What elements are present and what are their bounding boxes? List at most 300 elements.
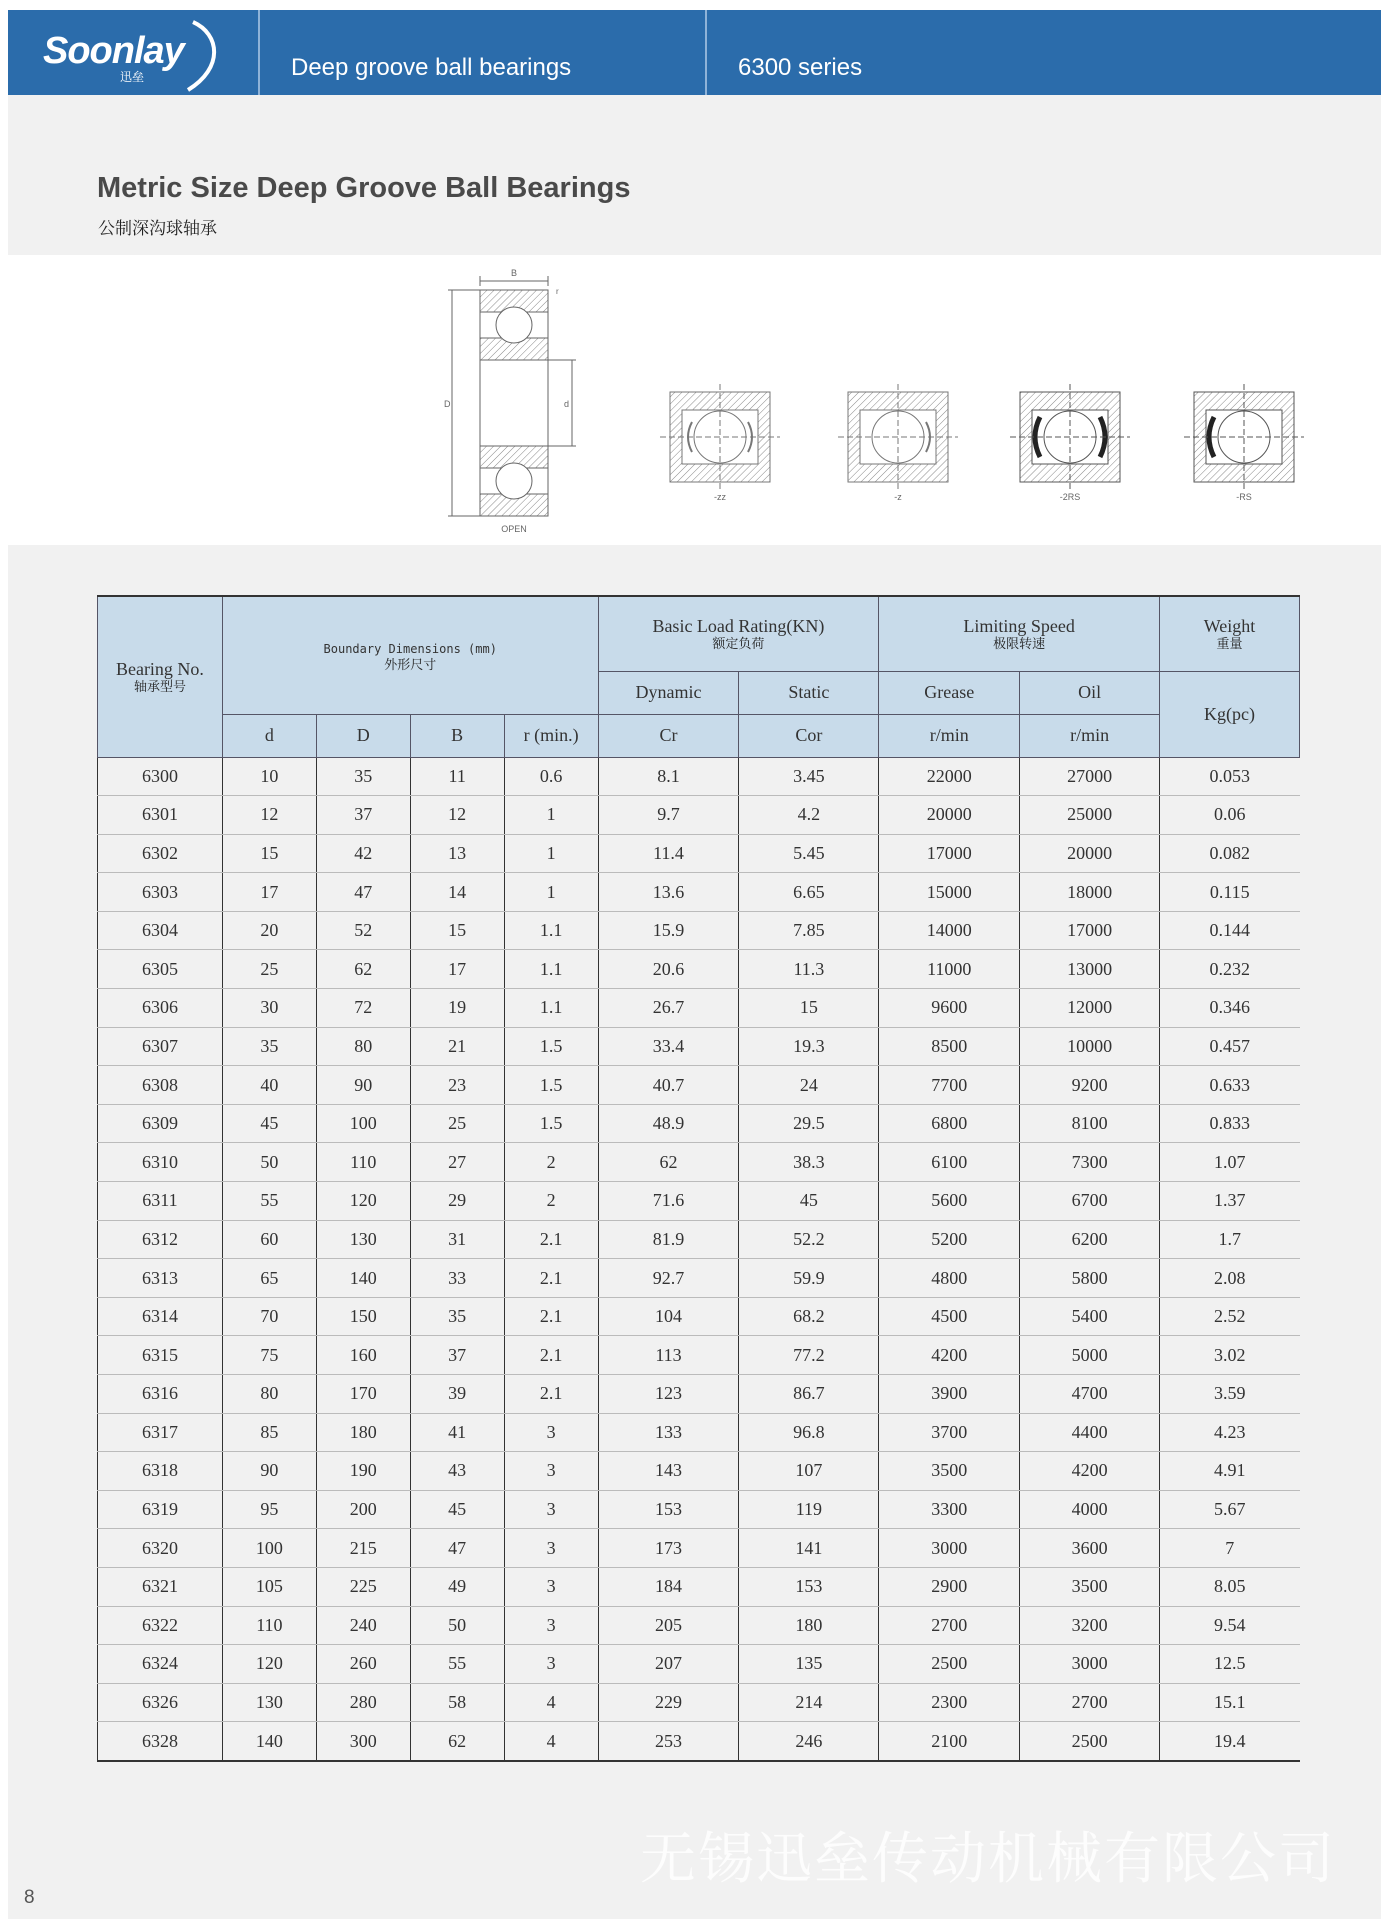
table-cell: 5600 [879,1182,1020,1221]
table-cell: 50 [222,1143,316,1182]
table-cell: 6312 [98,1220,223,1259]
table-cell: 95 [222,1490,316,1529]
table-cell: 19.4 [1160,1722,1300,1761]
table-cell: 41 [410,1413,504,1452]
table-cell: 153 [739,1567,879,1606]
table-cell: 240 [316,1606,410,1645]
table-cell: 5.67 [1160,1490,1300,1529]
table-cell: 3 [504,1529,598,1568]
table-cell: 27000 [1020,757,1160,796]
table-cell: 141 [739,1529,879,1568]
table-cell: 12000 [1020,989,1160,1028]
table-cell: 3.02 [1160,1336,1300,1375]
header-boundary [222,596,598,714]
table-cell: 25 [222,950,316,989]
table-cell: 12 [222,796,316,835]
table-cell: 47 [316,873,410,912]
table-cell: 6306 [98,989,223,1028]
table-cell: 12.5 [1160,1645,1300,1684]
page-title: Metric Size Deep Groove Ball Bearings [97,172,631,204]
table-cell: 15 [410,911,504,950]
company-logo [8,10,258,95]
table-cell: 4 [504,1722,598,1761]
table-cell: 20000 [1020,834,1160,873]
table-cell: 4500 [879,1297,1020,1336]
company-watermark: 无锡迅垒传动机械有限公司 [640,1827,1336,1892]
table-cell: 62 [316,950,410,989]
table-cell: 7700 [879,1066,1020,1105]
table-cell: 3 [504,1452,598,1491]
header-series: 6300 series [738,54,863,81]
table-cell: 6100 [879,1143,1020,1182]
table-cell: 6300 [98,757,223,796]
table-cell: 6304 [98,911,223,950]
table-cell: 2700 [879,1606,1020,1645]
header-boundary-label: Boundary Dimensions (mm) [323,642,497,657]
table-cell: 1.1 [504,950,598,989]
header-load-cn: 额定负荷 [712,635,765,651]
table-cell: 120 [316,1182,410,1221]
table-cell: 130 [222,1683,316,1722]
table-row [98,1104,1300,1143]
table-cell: 4000 [1020,1490,1160,1529]
table-row [98,911,1300,950]
table-cell: 48.9 [598,1104,739,1143]
header-dynamic: Dynamic [598,671,739,714]
table-cell: 24 [739,1066,879,1105]
header-B: B [410,714,504,757]
variant-label: -zz [714,492,726,502]
table-cell: 4400 [1020,1413,1160,1452]
table-cell: 253 [598,1722,739,1761]
bearing-diagram [430,262,1310,537]
table-cell: 173 [598,1529,739,1568]
table-cell: 6324 [98,1645,223,1684]
table-cell: 7300 [1020,1143,1160,1182]
table-cell: 280 [316,1683,410,1722]
table-cell: 45 [739,1182,879,1221]
table-cell: 246 [739,1722,879,1761]
table-cell: 18000 [1020,873,1160,912]
table-cell: 130 [316,1220,410,1259]
table-cell: 10 [222,757,316,796]
table-cell: 6.65 [739,873,879,912]
table-cell: 26.7 [598,989,739,1028]
table-row [98,1413,1300,1452]
table-cell: 23 [410,1066,504,1105]
table-cell: 0.457 [1160,1027,1300,1066]
bearing-rs-section [1184,384,1304,490]
header-d: d [222,714,316,757]
table-cell: 1 [504,873,598,912]
table-cell: 29.5 [739,1104,879,1143]
table-cell: 9200 [1020,1066,1160,1105]
table-row [98,1529,1300,1568]
logo-text: Soonlay [43,30,184,72]
table-cell: 68.2 [739,1297,879,1336]
table-row [98,1567,1300,1606]
table-cell: 110 [222,1606,316,1645]
dim-D-label: D [444,399,451,409]
table-cell: 6328 [98,1722,223,1761]
header-weight [1160,596,1300,671]
bearing-z-section [838,384,958,490]
table-cell: 65 [222,1259,316,1298]
table-cell: 135 [739,1645,879,1684]
table-row [98,1259,1300,1298]
header-weight-label: Weight [1203,615,1256,636]
table-body [98,757,1300,1761]
header-product: Deep groove ball bearings [291,54,572,81]
table-cell: 3900 [879,1375,1020,1414]
table-cell: 6320 [98,1529,223,1568]
table-cell: 229 [598,1683,739,1722]
table-cell: 200 [316,1490,410,1529]
table-cell: 6317 [98,1413,223,1452]
table-cell: 6800 [879,1104,1020,1143]
table-cell: 6314 [98,1297,223,1336]
table-cell: 40.7 [598,1066,739,1105]
table-cell: 71.6 [598,1182,739,1221]
table-cell: 90 [316,1066,410,1105]
table-cell: 5800 [1020,1259,1160,1298]
table-cell: 140 [222,1722,316,1761]
page-subtitle: 公制深沟球轴承 [98,219,217,238]
table-cell: 8100 [1020,1104,1160,1143]
table-cell: 205 [598,1606,739,1645]
table-row [98,989,1300,1028]
table-cell: 39 [410,1375,504,1414]
table-cell: 3600 [1020,1529,1160,1568]
table-cell: 1.07 [1160,1143,1300,1182]
table-cell: 143 [598,1452,739,1491]
table-cell: 8.05 [1160,1567,1300,1606]
table-cell: 9.7 [598,796,739,835]
header-speed-cn: 极限转速 [993,635,1046,651]
table-cell: 10000 [1020,1027,1160,1066]
table-cell: 7 [1160,1529,1300,1568]
table-cell: 15000 [879,873,1020,912]
table-cell: 0.346 [1160,989,1300,1028]
header-cor: Cor [739,714,879,757]
table-cell: 214 [739,1683,879,1722]
table-cell: 225 [316,1567,410,1606]
table-cell: 77.2 [739,1336,879,1375]
table-cell: 15 [222,834,316,873]
table-cell: 3300 [879,1490,1020,1529]
table-cell: 86.7 [739,1375,879,1414]
table-cell: 2500 [879,1645,1020,1684]
table-cell: 40 [222,1066,316,1105]
table-cell: 6301 [98,796,223,835]
header-speed-label: Limiting Speed [963,615,1075,636]
table-cell: 190 [316,1452,410,1491]
table-cell: 207 [598,1645,739,1684]
table-cell: 6321 [98,1567,223,1606]
table-cell: 9.54 [1160,1606,1300,1645]
table-cell: 6322 [98,1606,223,1645]
table-cell: 3 [504,1606,598,1645]
table-cell: 52 [316,911,410,950]
table-cell: 300 [316,1722,410,1761]
header-bearing-no [98,596,223,757]
table-cell: 4.91 [1160,1452,1300,1491]
table-cell: 11.3 [739,950,879,989]
table-cell: 1.5 [504,1104,598,1143]
table-cell: 1.1 [504,911,598,950]
table-cell: 180 [316,1413,410,1452]
table-cell: 43 [410,1452,504,1491]
table-cell: 6326 [98,1683,223,1722]
table-cell: 0.232 [1160,950,1300,989]
table-cell: 6319 [98,1490,223,1529]
table-cell: 3 [504,1645,598,1684]
table-row [98,1722,1300,1761]
header-limiting-speed [879,596,1160,671]
table-row [98,1336,1300,1375]
table-cell: 3 [504,1413,598,1452]
table-cell: 2100 [879,1722,1020,1761]
table-cell: 14000 [879,911,1020,950]
table-cell: 3200 [1020,1606,1160,1645]
table-cell: 113 [598,1336,739,1375]
table-cell: 96.8 [739,1413,879,1452]
open-label: OPEN [501,524,527,534]
table-cell: 85 [222,1413,316,1452]
table-cell: 27 [410,1143,504,1182]
table-cell: 170 [316,1375,410,1414]
table-cell: 47 [410,1529,504,1568]
table-cell: 20 [222,911,316,950]
page-number: 8 [24,1887,35,1908]
table-cell: 20000 [879,796,1020,835]
table-cell: 3000 [879,1529,1020,1568]
bearing-zz-section [660,384,780,490]
table-cell: 92.7 [598,1259,739,1298]
table-cell: 13.6 [598,873,739,912]
table-cell: 19 [410,989,504,1028]
variant-label: -RS [1236,492,1252,502]
table-row [98,834,1300,873]
table-cell: 100 [316,1104,410,1143]
table-cell: 4800 [879,1259,1020,1298]
table-cell: 59.9 [739,1259,879,1298]
table-cell: 55 [410,1645,504,1684]
header-grease-rmin: r/min [879,714,1020,757]
table-cell: 3000 [1020,1645,1160,1684]
table-cell: 107 [739,1452,879,1491]
table-cell: 184 [598,1567,739,1606]
table-row [98,1182,1300,1221]
table-cell: 3500 [879,1452,1020,1491]
table-cell: 1 [504,834,598,873]
table-cell: 1.7 [1160,1220,1300,1259]
table-cell: 70 [222,1297,316,1336]
table-cell: 1.5 [504,1027,598,1066]
table-row [98,1027,1300,1066]
table-row [98,950,1300,989]
table-cell: 90 [222,1452,316,1491]
dim-r-label: r [556,287,559,296]
table-cell: 25000 [1020,796,1160,835]
table-cell: 6309 [98,1104,223,1143]
table-cell: 0.833 [1160,1104,1300,1143]
table-cell: 2500 [1020,1722,1160,1761]
header-weight-cn: 重量 [1216,635,1243,651]
table-cell: 1 [504,796,598,835]
table-cell: 0.06 [1160,796,1300,835]
table-cell: 38.3 [739,1143,879,1182]
header-divider [705,10,707,95]
table-cell: 15.9 [598,911,739,950]
bearing-2rs-section [1010,384,1130,490]
table-cell: 15.1 [1160,1683,1300,1722]
table-row [98,873,1300,912]
table-cell: 260 [316,1645,410,1684]
table-cell: 6308 [98,1066,223,1105]
header-kg: Kg(pc) [1160,671,1300,757]
table-cell: 0.115 [1160,873,1300,912]
table-cell: 37 [410,1336,504,1375]
header-bearing-cn: 轴承型号 [133,678,186,694]
table-cell: 29 [410,1182,504,1221]
table-cell: 33 [410,1259,504,1298]
table-cell: 31 [410,1220,504,1259]
table-cell: 6305 [98,950,223,989]
dim-b-label: B [510,268,518,278]
table-row [98,1683,1300,1722]
dim-d-label: d [564,399,570,409]
table-cell: 21 [410,1027,504,1066]
table-cell: 120 [222,1645,316,1684]
table-cell: 2.1 [504,1297,598,1336]
table-cell: 49 [410,1567,504,1606]
header-oil-rmin: r/min [1020,714,1160,757]
table-cell: 35 [222,1027,316,1066]
table-cell: 0.053 [1160,757,1300,796]
table-cell: 2.52 [1160,1297,1300,1336]
table-cell: 4200 [1020,1452,1160,1491]
table-cell: 2700 [1020,1683,1160,1722]
table-cell: 6307 [98,1027,223,1066]
table-cell: 4200 [879,1336,1020,1375]
variant-label: -z [894,492,902,502]
table-cell: 17000 [879,834,1020,873]
table-cell: 7.85 [739,911,879,950]
table-cell: 2900 [879,1567,1020,1606]
table-row [98,796,1300,835]
table-cell: 81.9 [598,1220,739,1259]
table-cell: 3500 [1020,1567,1160,1606]
table-cell: 9600 [879,989,1020,1028]
table-cell: 25 [410,1104,504,1143]
table-cell: 3 [504,1567,598,1606]
table-cell: 4.2 [739,796,879,835]
table-cell: 12 [410,796,504,835]
table-cell: 50 [410,1606,504,1645]
table-cell: 11.4 [598,834,739,873]
table-cell: 6318 [98,1452,223,1491]
table-cell: 2.1 [504,1375,598,1414]
table-cell: 19.3 [739,1027,879,1066]
table-cell: 1.37 [1160,1182,1300,1221]
table-cell: 3.59 [1160,1375,1300,1414]
table-cell: 2.08 [1160,1259,1300,1298]
header-r-min: r (min.) [504,714,598,757]
table-row [98,1066,1300,1105]
table-cell: 2 [504,1182,598,1221]
table-cell: 6310 [98,1143,223,1182]
header-oil: Oil [1020,671,1160,714]
table-cell: 123 [598,1375,739,1414]
table-cell: 45 [222,1104,316,1143]
table-cell: 153 [598,1490,739,1529]
table-cell: 17000 [1020,911,1160,950]
table-row [98,1297,1300,1336]
table-cell: 72 [316,989,410,1028]
table-row [98,1606,1300,1645]
table-cell: 0.633 [1160,1066,1300,1105]
table-cell: 33.4 [598,1027,739,1066]
table-row [98,1452,1300,1491]
table-cell: 14 [410,873,504,912]
header-divider [258,10,260,95]
table-cell: 6315 [98,1336,223,1375]
table-cell: 13 [410,834,504,873]
table-cell: 22000 [879,757,1020,796]
table-cell: 3 [504,1490,598,1529]
header-load-rating [598,596,879,671]
table-cell: 62 [410,1722,504,1761]
table-cell: 8.1 [598,757,739,796]
header-boundary-cn: 外形尺寸 [384,657,437,673]
table-cell: 6303 [98,873,223,912]
table-cell: 80 [316,1027,410,1066]
table-cell: 8500 [879,1027,1020,1066]
table-cell: 6302 [98,834,223,873]
bearing-spec-table [97,595,1300,1762]
header-D: D [316,714,410,757]
table-cell: 104 [598,1297,739,1336]
table-cell: 75 [222,1336,316,1375]
table-row [98,1375,1300,1414]
header-bar [8,10,1381,95]
table-cell: 5200 [879,1220,1020,1259]
table-cell: 0.6 [504,757,598,796]
table-cell: 105 [222,1567,316,1606]
variant-label: -2RS [1059,492,1081,502]
table-cell: 1.1 [504,989,598,1028]
table-row [98,1143,1300,1182]
table-cell: 11000 [879,950,1020,989]
table-cell: 4.23 [1160,1413,1300,1452]
table-cell: 60 [222,1220,316,1259]
table-cell: 119 [739,1490,879,1529]
table-cell: 2 [504,1143,598,1182]
table-cell: 6311 [98,1182,223,1221]
table-cell: 17 [410,950,504,989]
table-cell: 150 [316,1297,410,1336]
table-cell: 5000 [1020,1336,1160,1375]
table-cell: 2300 [879,1683,1020,1722]
table-cell: 35 [410,1297,504,1336]
header-load-label: Basic Load Rating(KN) [652,615,825,636]
table-cell: 160 [316,1336,410,1375]
table-cell: 0.144 [1160,911,1300,950]
table-cell: 0.082 [1160,834,1300,873]
table-cell: 35 [316,757,410,796]
table-cell: 45 [410,1490,504,1529]
